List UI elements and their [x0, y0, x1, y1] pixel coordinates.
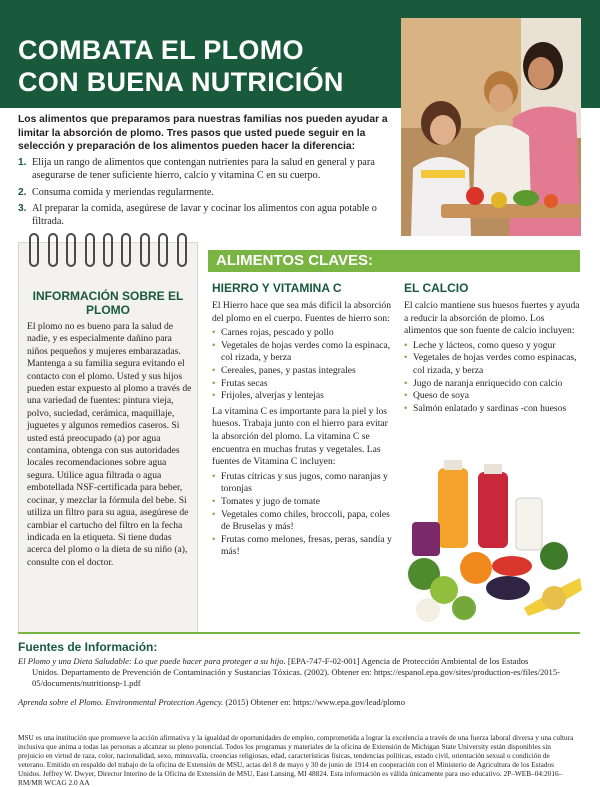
spiral-coil-icon: [121, 233, 131, 267]
calcium-sources-list: [404, 340, 580, 416]
step-text: Consuma comida y meriendas regularmente.: [32, 186, 214, 198]
vitamin-c-sources-list: [212, 471, 396, 559]
list-item: • Vegetales como chiles, broccoli, papa, coles de Bruselas y más!: [212, 509, 396, 534]
reference-1-continuation: Unidos. Departamento de Prevención de Contaminación y Sustancias Tóxicas. (2002). Obtener en: https://espanol.epa.gov/sites/production-es/files/2015-05/documents/nutritionsp-1.pdf: [32, 667, 560, 688]
spiral-coil-icon: [48, 233, 58, 267]
list-item: • Queso de soya: [404, 390, 580, 403]
step-text: Elija un rango de alimentos que contengan nutrientes para la salud en general y para asegurarse de tener suficiente hierro, calcio y vitamina C en su cuerpo.: [32, 157, 375, 182]
iron-column: [212, 300, 396, 562]
list-item: • Frutas como melones, fresas, peras, sandía y más!: [212, 534, 396, 559]
iron-sources-list: [212, 327, 396, 403]
list-item: • Frutas cítricas y sus jugos, como naranjas y toronjas: [212, 471, 396, 496]
spiral-coil-icon: [158, 233, 168, 267]
notepad-spiral: [19, 233, 197, 267]
page-title: [18, 34, 398, 98]
list-item: • Cereales, panes, y pastas integrales: [212, 365, 396, 378]
reference-1-detail: [EPA-747-F-02-001] Agencia de Protección Ambiental de los Estados: [287, 656, 529, 666]
step-item: [18, 202, 398, 229]
sources-title: Fuentes de Información:: [18, 640, 158, 654]
calcium-intro: El calcio mantiene sus huesos fuertes y ayuda a reducir la absorción de plomo. Los alimentos que son fuente de calcio incluyen:: [404, 300, 580, 337]
list-item: • Frijoles, alverjas y lentejas: [212, 390, 396, 403]
reference-1: [18, 656, 578, 689]
spiral-coil-icon: [177, 233, 187, 267]
key-foods-title: ALIMENTOS CLAVES:: [216, 252, 373, 269]
calcium-column: [404, 300, 580, 418]
intro-paragraph: Los alimentos que preparamos para nuestras familias nos pueden ayudar a limitar la absorción de plomo. Tres pasos que usted puede seguir en la selección y preparación de los alimentos pueden hacer la diferencia:: [18, 114, 388, 152]
reference-2: [18, 697, 578, 708]
list-item: • Leche y lácteos, como queso y yogur: [404, 340, 580, 353]
list-item: • Jugo de naranja enriquecido con calcio: [404, 378, 580, 391]
steps-list: [18, 156, 398, 231]
reference-1-title: El Plomo y una Dieta Saludable: Lo que puede hacer para proteger a su hijo.: [18, 656, 286, 666]
info-box-body: El plomo no es bueno para la salud de nadie, y es especialmente dañino para niños pequeños y mujeres embarazadas. Mantenga a su familia segura evitando el contacto con el plomo. Usted y sus hijos pueden estar expuesto al plomo a través de una variedad de fuentes: pintura vieja, polvo, suciedad, cerámica, maquillaje, juguetes y algunos remedios caseros. Si usted está preocupado (a) por agua contamina, obtenga con sus autoridades locales recomendaciones sobre agua segura. Utilice agua filtrada o agua embotellada NSF-certificada para beber, cocinar, y mezclar la fórmula del bebe. Si utiliza un filtro para su agua, asegúrese de cambiar el cartucho del filtro en la fecha indicada en la etiqueta. Si tiene dudas acerca del plomo o la dieta de su niño (a), consulte con el doctor.: [27, 321, 192, 568]
spiral-coil-icon: [85, 233, 95, 267]
step-number: 2.: [18, 186, 27, 198]
list-item: • Vegetales de hojas verdes como espinacas, col rizada, y berza: [404, 352, 580, 377]
spiral-coil-icon: [103, 233, 113, 267]
vitamin-c-intro: La vitamina C es importante para la piel y los huesos. Trabaja junto con el hierro para evitar la absorción del plomo. La vitamina C se encuentra en muchas frutas y vegetales. Las fuentes de Vitamina C incluyen:: [212, 405, 388, 468]
step-item: [18, 186, 398, 199]
list-item: • Tomates y jugo de tomate: [212, 496, 396, 509]
title-line-1: COMBATA EL PLOMO: [18, 35, 304, 65]
step-number: 3.: [18, 202, 27, 214]
list-item: • Vegetales de hojas verdes como la espinaca, col rizada, y berza: [212, 340, 396, 365]
title-line-2: CON BUENA NUTRICIÓN: [18, 67, 344, 97]
info-box-title: INFORMACIÓN SOBRE EL PLOMO: [32, 289, 184, 317]
food-and-juice-photo: [404, 458, 582, 630]
food-illustration: [404, 458, 582, 630]
reference-2-detail: (2015) Obtener en: https://www.epa.gov/lead/plomo: [225, 697, 406, 707]
step-item: [18, 156, 398, 183]
step-text: Al preparar la comida, asegúrese de lavar y cocinar los alimentos con agua potable o filtrada.: [32, 202, 377, 228]
msu-disclaimer: MSU es una institución que promueve la acción afirmativa y la igualdad de oportunidades de empleo, comprometida a lograr la excelencia a través de una fuerza laboral diversa y una cultura inclusiva que anima a todas las personas a alcanzar su pleno potencial. Todos los programas y materiales de la oficina de Extensión de Michigan State University están disponibles sin prejuicio en virtud de raza, color, nacionalidad, sexo, minusvalía, creencias religiosas, edad, características físicas, tendencias políticas, estado civil, orientación sexual o condición de veterano. Emitido en respaldo del trabajo de la oficina de Extensión de MSU, actas del 8 de mayo y 30 de junio de 1914 en cooperación con el Ministerio de Agricultura de los Estados Unidos. Jeffrey W. Dwyer, Director Interino de la Oficina de Extensión de MSU, East Lansing, MI 48824. Esta información es válida únicamente para uso educativo. 2P–WEB–04:2016–RM/MR WCAG 2.0 AA: [18, 733, 574, 787]
sources-divider: [18, 632, 580, 634]
calcium-heading: EL CALCIO: [404, 281, 469, 295]
step-number: 1.: [18, 157, 27, 168]
spiral-coil-icon: [29, 233, 39, 267]
spiral-coil-icon: [66, 233, 76, 267]
reference-2-title: Aprenda sobre el Plomo. Environmental Protection Agency.: [18, 697, 224, 707]
family-cooking-photo: [401, 18, 581, 236]
list-item: • Salmón enlatado y sardinas -con huesos: [404, 403, 580, 416]
key-foods-banner: [208, 250, 580, 272]
family-cooking-illustration: [401, 18, 581, 236]
list-item: • Carnes rojas, pescado y pollo: [212, 327, 396, 340]
iron-heading: HIERRO Y VITAMINA C: [212, 281, 342, 295]
iron-intro: El Hierro hace que sea más difícil la absorción del plomo en el cuerpo. Fuentes de hierro son:: [212, 300, 392, 324]
list-item: • Frutas secas: [212, 378, 396, 391]
lead-info-notepad: [18, 242, 198, 634]
spiral-coil-icon: [140, 233, 150, 267]
